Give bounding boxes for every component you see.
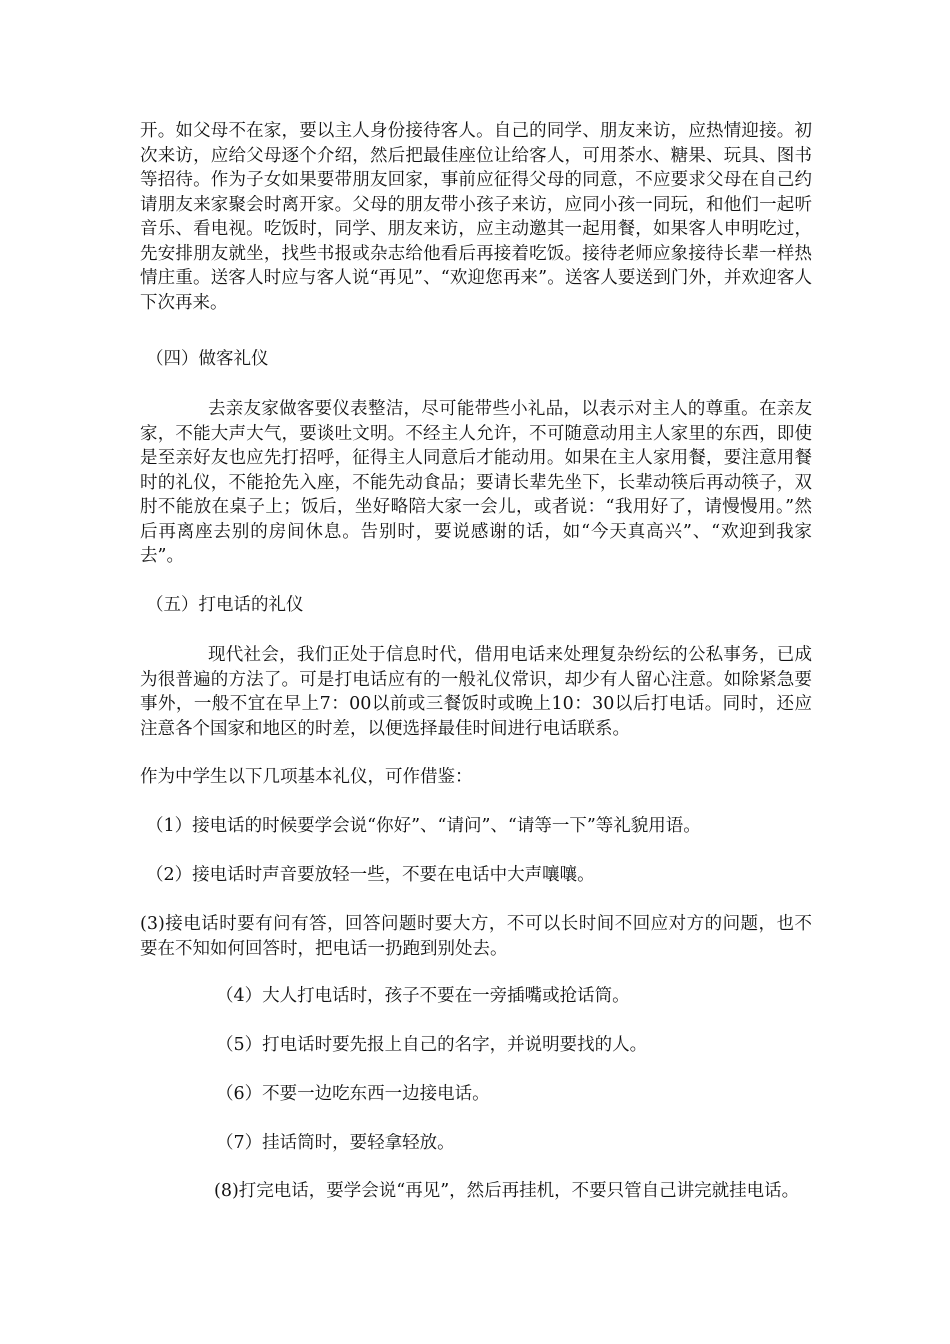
list-item-rule-8: (8)打完电话，要学会说“再见”，然后再挂机，不要只管自己讲完就挂电话。 [214, 1181, 800, 1201]
list-item-rule-7: （7）挂话筒时，要轻拿轻放。 [216, 1133, 455, 1153]
list-item-rule-2: （2）接电话时声音要放轻一些，不要在电话中大声嚷嚷。 [146, 865, 595, 885]
list-item-rule-1: （1）接电话的时候要学会说“你好”、“请问”、“请等一下”等礼貌用语。 [146, 816, 701, 836]
paragraph-phone-rules-intro: 作为中学生以下几项基本礼仪，可作借鉴： [140, 767, 473, 787]
paragraph-phone-etiquette: 现代社会，我们正处于信息时代，借用电话来处理复杂纷纭的公私事务，已成为很普遍的方法了。可是打电话应有的一般礼仪常识，却少有人留心注意。如除紧急要事外，一般不宜在早上7：00以前或三餐饭时或晚上10：30以后打电话。同时，还应注意各个国家和地区的时差，以便选择最佳时间进行电话联系。 [140, 645, 812, 739]
list-item-rule-6: （6）不要一边吃东西一边接电话。 [216, 1084, 490, 1104]
list-item-rule-4: （4）大人打电话时，孩子不要在一旁插嘴或抢话筒。 [216, 986, 630, 1006]
paragraph-hosting-guests: 开。如父母不在家，要以主人身份接待客人。自己的同学、朋友来访，应热情迎接。初次来访，应给父母逐个介绍，然后把最佳座位让给客人，可用茶水、糖果、玩具、图书等招待。作为子女如果要带朋友回家，事前应征得父母的同意，不应要求父母在自己约请朋友来家聚会时离开家。父母的朋友带小孩子来访，应同小孩一同玩，和他们一起听音乐、看电视。吃饭时，同学、朋友来访，应主动邀其一起用餐，如果客人申明吃过，先安排朋友就坐，找些书报或杂志给他看后再接着吃饭。接待老师应象接待长辈一样热情庄重。送客人时应与客人说“再见”、“欢迎您再来”。送客人要送到门外，并欢迎客人下次再来。 [140, 121, 812, 313]
list-item-rule-3: (3)接电话时要有问有答，回答问题时要大方，不可以长时间不回应对方的问题，也不要在不知如何回答时，把电话一扔跑到别处去。 [140, 914, 812, 959]
section-heading-visiting-etiquette: （四）做客礼仪 [146, 349, 269, 369]
list-item-rule-5: （5）打电话时要先报上自己的名字，并说明要找的人。 [216, 1035, 648, 1055]
section-heading-phone-etiquette: （五）打电话的礼仪 [146, 595, 304, 615]
paragraph-visiting-etiquette: 去亲友家做客要仪表整洁，尽可能带些小礼品，以表示对主人的尊重。在亲友家，不能大声大气，要谈吐文明。不经主人允许，不可随意动用主人家里的东西，即使是至亲好友也应先打招呼，征得主人同意后才能动用。如果在主人家用餐，要注意用餐时的礼仪，不能抢先入座，不能先动食品；要请长辈先坐下，长辈动筷后再动筷子，双肘不能放在桌子上；饭后，坐好略陪大家一会儿，或者说：“我用好了，请慢慢用。”然后再离座去别的房间休息。告别时，要说感谢的话，如“今天真高兴”、“欢迎到我家去”。 [140, 399, 812, 566]
